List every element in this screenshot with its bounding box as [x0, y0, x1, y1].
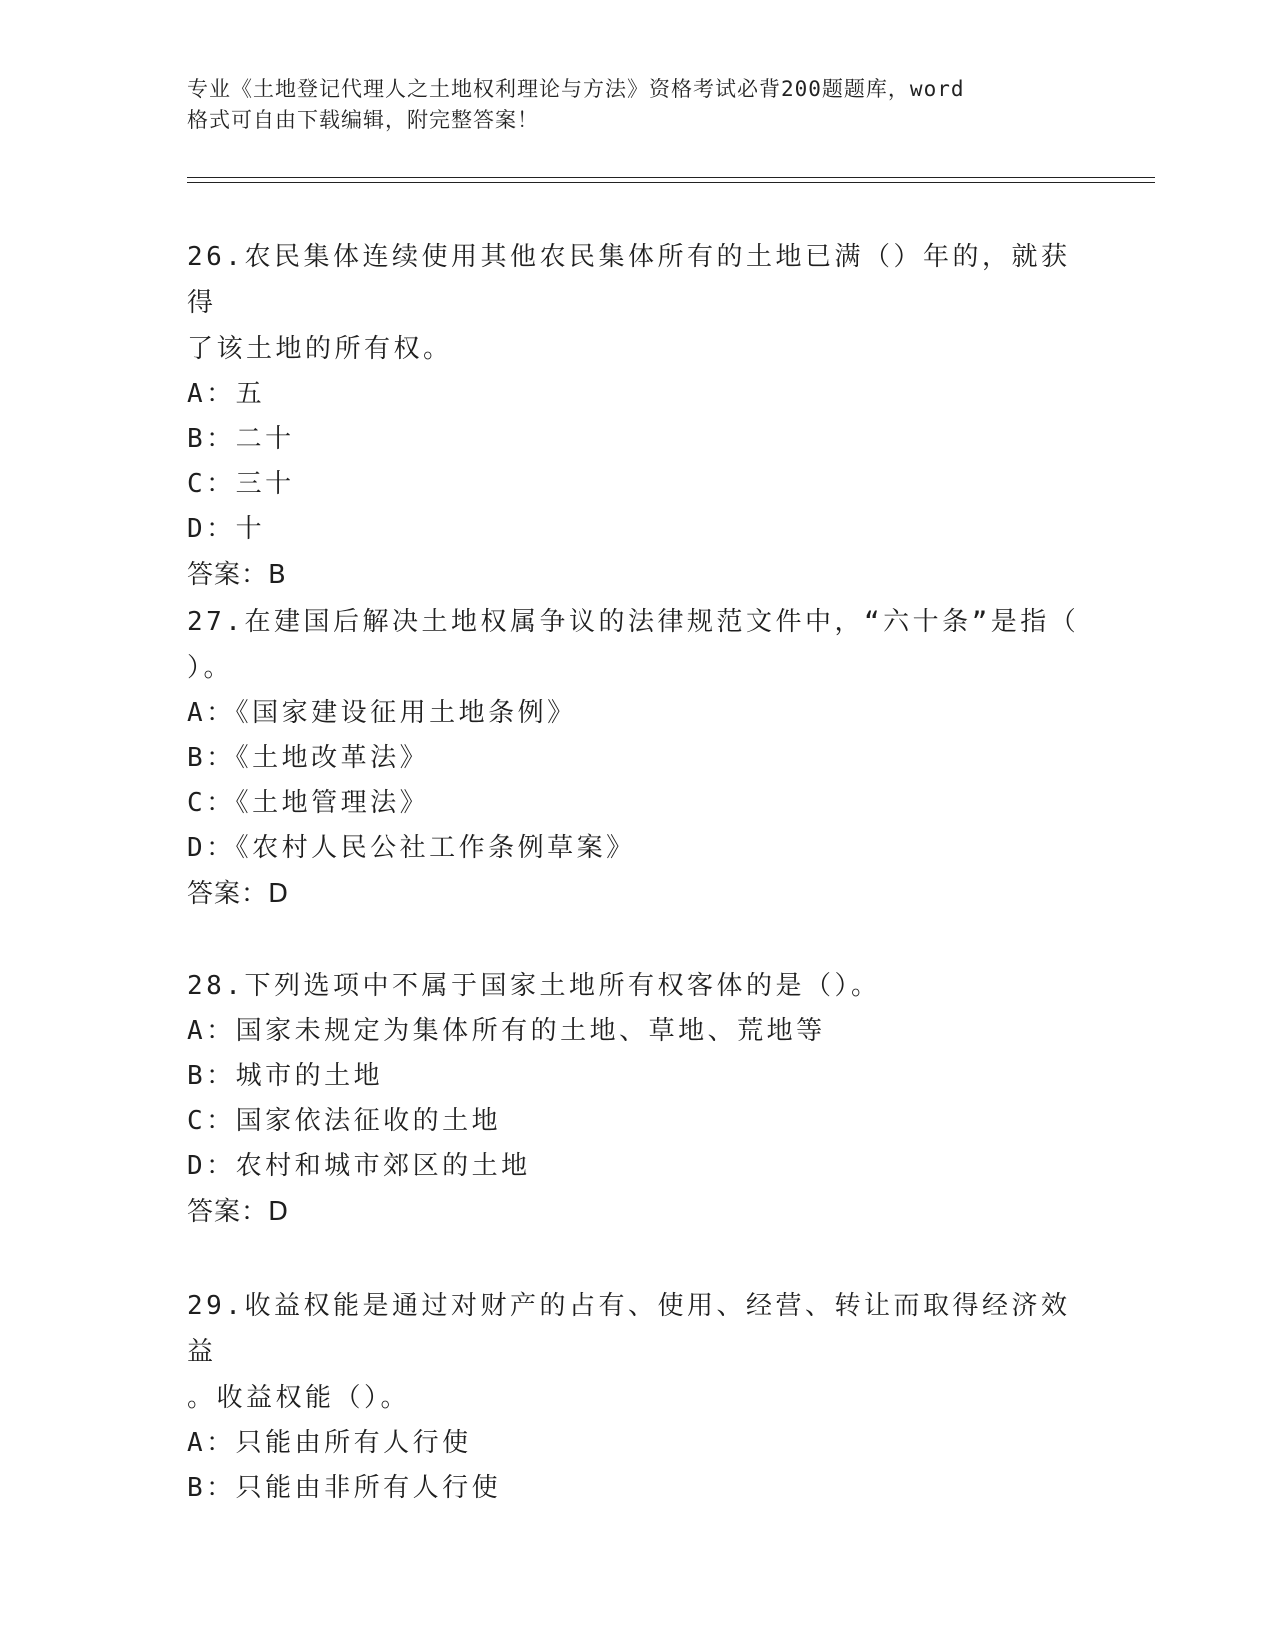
header-divider-top — [187, 177, 1155, 178]
option-d: D：农村和城市郊区的土地 — [187, 1151, 531, 1181]
header-divider-bottom — [187, 182, 1155, 183]
question-stem-line: 29.收益权能是通过对财产的占有、使用、经营、转让而取得经济效益 — [187, 1291, 1071, 1367]
option-a: A：国家未规定为集体所有的土地、草地、荒地等 — [187, 1016, 826, 1046]
header-line-1: 专业《土地登记代理人之土地权利理论与方法》资格考试必背200题题库，word — [187, 77, 965, 101]
question-26 — [187, 234, 1087, 598]
header-line-2: 格式可自由下载编辑，附完整答案！ — [187, 108, 539, 132]
question-stem-line: ）。 — [187, 653, 234, 683]
question-28 — [187, 963, 1087, 1235]
option-b: B：城市的土地 — [187, 1061, 384, 1091]
question-stem — [187, 963, 1087, 1009]
question-stem — [187, 234, 1087, 372]
question-stem-line: 26.农民集体连续使用其他农民集体所有的土地已满（）年的，就获得 — [187, 242, 1071, 318]
option-b: B：《土地改革法》 — [187, 743, 430, 773]
question-stem — [187, 599, 1087, 691]
option-b: B：只能由非所有人行使 — [187, 1473, 502, 1503]
option-a: A：五 — [187, 379, 266, 409]
question-29 — [187, 1283, 1087, 1511]
option-c: C：《土地管理法》 — [187, 788, 430, 818]
answer: 答案：D — [187, 879, 290, 909]
question-stem — [187, 1283, 1087, 1421]
answer: 答案：B — [187, 560, 287, 590]
document-header — [187, 74, 1087, 136]
question-stem-line: 。收益权能（）。 — [187, 1383, 411, 1413]
question-27 — [187, 599, 1087, 917]
option-c: C：国家依法征收的土地 — [187, 1106, 502, 1136]
question-stem-line: 了该土地的所有权。 — [187, 334, 453, 364]
answer: 答案：D — [187, 1197, 290, 1227]
option-c: C：三十 — [187, 469, 295, 499]
option-d: D：《农村人民公社工作条例草案》 — [187, 833, 636, 863]
question-stem-line: 28.下列选项中不属于国家土地所有权客体的是（）。 — [187, 971, 881, 1001]
option-a: A：只能由所有人行使 — [187, 1428, 472, 1458]
option-a: A：《国家建设征用土地条例》 — [187, 698, 577, 728]
option-b: B：二十 — [187, 424, 295, 454]
option-d: D：十 — [187, 514, 266, 544]
question-stem-line: 27.在建国后解决土地权属争议的法律规范文件中，“六十条”是指（ — [187, 607, 1080, 637]
